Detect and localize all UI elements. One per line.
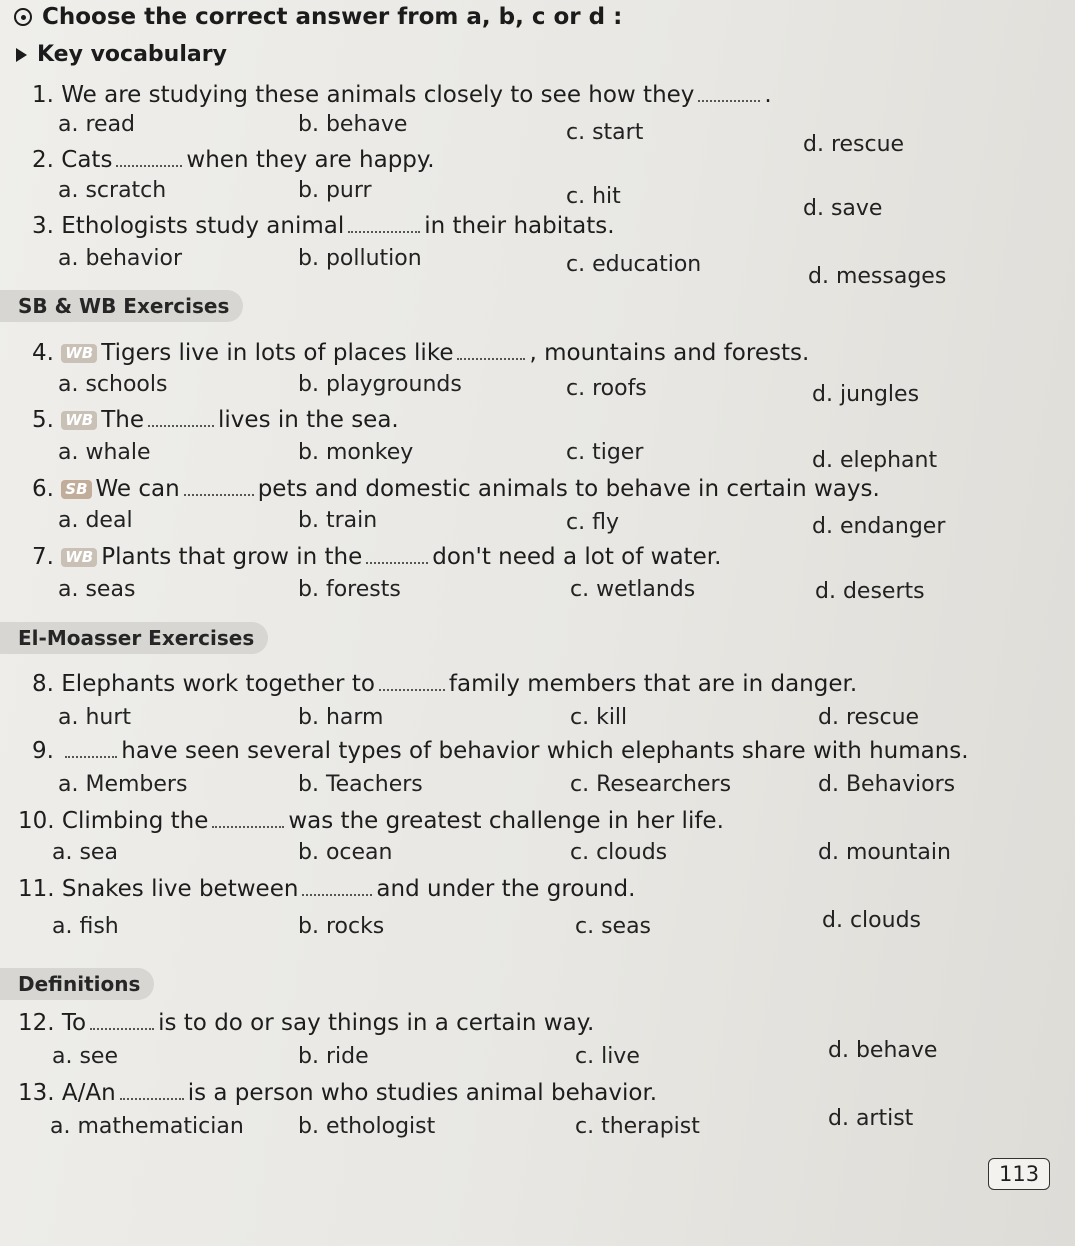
option-d[interactable]: d. endanger — [812, 514, 946, 539]
answer-blank[interactable] — [348, 213, 420, 233]
option-c[interactable]: c. tiger — [566, 440, 644, 465]
question-text-after: , mountains and forests. — [529, 340, 810, 366]
key-vocabulary-heading — [16, 42, 227, 67]
question-number: 11. — [18, 876, 55, 902]
option-b[interactable]: b. ethologist — [298, 1114, 436, 1139]
question-text-after: have seen several types of behavior which elephants share with humans. — [121, 738, 969, 764]
question-number: 1. — [32, 82, 54, 108]
option-a[interactable]: a. deal — [58, 508, 133, 533]
answer-blank[interactable] — [302, 876, 372, 896]
question-text-before: Snakes live between — [61, 876, 299, 902]
question-text-after: don't need a lot of water. — [432, 544, 722, 570]
answer-blank[interactable] — [120, 1080, 184, 1100]
option-c[interactable]: c. clouds — [570, 840, 668, 865]
question-number: 9. — [32, 738, 54, 764]
option-d[interactable]: d. rescue — [818, 705, 920, 730]
option-c[interactable]: c. wetlands — [570, 577, 696, 602]
answer-blank[interactable] — [379, 671, 445, 691]
question-number: 6. — [32, 476, 54, 502]
question-stem — [32, 147, 435, 173]
option-b[interactable]: b. playgrounds — [298, 372, 462, 397]
question-text-before: To — [61, 1010, 87, 1036]
answer-blank[interactable] — [148, 407, 214, 427]
question-number: 8. — [32, 671, 54, 697]
option-c[interactable]: c. start — [566, 120, 644, 145]
question-text-before: Plants that grow in the — [101, 544, 363, 570]
option-a[interactable]: a. whale — [58, 440, 151, 465]
question-text-before: We can — [95, 476, 180, 502]
answer-blank[interactable] — [184, 476, 254, 496]
key-vocabulary-text: Key vocabulary — [37, 42, 227, 67]
option-d[interactable]: d. deserts — [815, 579, 925, 604]
wb-badge: WB — [61, 344, 97, 363]
question-stem — [32, 738, 969, 764]
option-c[interactable]: c. education — [566, 252, 702, 277]
option-a[interactable]: a. hurt — [58, 705, 132, 730]
option-b[interactable]: b. purr — [298, 178, 372, 203]
question-stem — [32, 340, 809, 366]
question-text-after: and under the ground. — [376, 876, 636, 902]
option-c[interactable]: c. fly — [566, 510, 619, 535]
option-c[interactable]: c. live — [575, 1044, 640, 1069]
question-stem — [18, 1080, 657, 1106]
question-text-after: in their habitats. — [424, 213, 615, 239]
option-d[interactable]: d. elephant — [812, 448, 938, 473]
question-text-before: Cats — [61, 147, 113, 173]
option-a[interactable]: a. Members — [58, 772, 188, 797]
option-b[interactable]: b. pollution — [298, 246, 422, 271]
option-b[interactable]: b. ocean — [298, 840, 393, 865]
answer-blank[interactable] — [116, 147, 182, 167]
option-d[interactable]: d. artist — [828, 1106, 914, 1131]
wb-badge: WB — [61, 411, 97, 430]
option-a[interactable]: a. see — [52, 1044, 118, 1069]
question-text-before: Tigers live in lots of places like — [101, 340, 454, 366]
option-d[interactable]: d. clouds — [822, 908, 921, 933]
answer-blank[interactable] — [212, 808, 284, 828]
option-b[interactable]: b. monkey — [298, 440, 414, 465]
option-d[interactable]: d. mountain — [818, 840, 951, 865]
option-a[interactable]: a. seas — [58, 577, 136, 602]
option-b[interactable]: b. forests — [298, 577, 401, 602]
question-stem — [32, 407, 399, 433]
question-stem — [32, 671, 857, 697]
question-number: 3. — [32, 213, 54, 239]
option-d[interactable]: d. behave — [828, 1038, 938, 1063]
question-stem — [32, 476, 880, 502]
question-number: 4. — [32, 340, 54, 366]
instruction-text: Choose the correct answer from a, b, c or d : — [42, 4, 623, 30]
answer-blank[interactable] — [698, 82, 760, 102]
question-text-before: A/An — [61, 1080, 116, 1106]
option-a[interactable]: a. fish — [52, 914, 119, 939]
option-d[interactable]: d. messages — [808, 264, 947, 289]
question-text-before: Ethologists study animal — [61, 213, 345, 239]
answer-blank[interactable] — [65, 738, 117, 758]
option-a[interactable]: a. sea — [52, 840, 118, 865]
option-a[interactable]: a. scratch — [58, 178, 167, 203]
wb-badge: WB — [61, 548, 97, 567]
question-text-before: Climbing the — [61, 808, 209, 834]
target-icon — [14, 8, 32, 26]
answer-blank[interactable] — [457, 340, 525, 360]
option-b[interactable]: b. behave — [298, 112, 408, 137]
question-stem — [18, 1010, 594, 1036]
section-definitions: Definitions — [0, 968, 154, 1000]
question-number: 13. — [18, 1080, 55, 1106]
option-c[interactable]: c. kill — [570, 705, 628, 730]
question-stem — [18, 808, 724, 834]
option-a[interactable]: a. read — [58, 112, 136, 137]
question-text-after: when they are happy. — [186, 147, 435, 173]
option-d[interactable]: d. jungles — [812, 382, 920, 407]
question-stem — [32, 544, 721, 570]
question-number: 5. — [32, 407, 54, 433]
option-b[interactable]: b. Teachers — [298, 772, 423, 797]
question-text-after: is a person who studies animal behavior. — [187, 1080, 658, 1106]
question-text-after: . — [764, 82, 772, 108]
answer-blank[interactable] — [366, 544, 428, 564]
option-a[interactable]: a. mathematician — [50, 1114, 244, 1139]
option-c[interactable]: c. roofs — [566, 376, 647, 401]
question-number: 12. — [18, 1010, 55, 1036]
option-a[interactable]: a. schools — [58, 372, 168, 397]
question-stem — [18, 876, 635, 902]
option-b[interactable]: b. train — [298, 508, 378, 533]
sb-badge: SB — [61, 480, 91, 499]
triangle-bullet-icon — [16, 48, 27, 62]
section-sb-wb: SB & WB Exercises — [0, 290, 243, 322]
question-text-after: lives in the sea. — [218, 407, 399, 433]
question-text-before: We are studying these animals closely to see how they — [61, 82, 695, 108]
page-number: 113 — [988, 1158, 1050, 1190]
option-b[interactable]: b. ride — [298, 1044, 369, 1069]
question-text-after: is to do or say things in a certain way. — [158, 1010, 595, 1036]
question-text-after: family members that are in danger. — [448, 671, 858, 697]
option-c[interactable]: c. Researchers — [570, 772, 732, 797]
question-text-after: pets and domestic animals to behave in certain ways. — [257, 476, 880, 502]
option-d[interactable]: d. Behaviors — [818, 772, 956, 797]
question-number: 2. — [32, 147, 54, 173]
question-stem — [32, 213, 615, 239]
question-text-after: was the greatest challenge in her life. — [288, 808, 724, 834]
option-d[interactable]: d. rescue — [803, 132, 905, 157]
option-a[interactable]: a. behavior — [58, 246, 183, 271]
option-b[interactable]: b. rocks — [298, 914, 385, 939]
option-c[interactable]: c. seas — [575, 914, 652, 939]
question-number: 7. — [32, 544, 54, 570]
option-d[interactable]: d. save — [803, 196, 883, 221]
question-text-before: The — [101, 407, 145, 433]
question-stem — [32, 82, 772, 108]
option-c[interactable]: c. therapist — [575, 1114, 700, 1139]
answer-blank[interactable] — [90, 1010, 154, 1030]
question-text-before: Elephants work together to — [61, 671, 375, 697]
option-c[interactable]: c. hit — [566, 184, 621, 209]
instruction-heading — [14, 4, 622, 30]
question-number: 10. — [18, 808, 55, 834]
option-b[interactable]: b. harm — [298, 705, 384, 730]
section-el-moasser: El-Moasser Exercises — [0, 622, 268, 654]
